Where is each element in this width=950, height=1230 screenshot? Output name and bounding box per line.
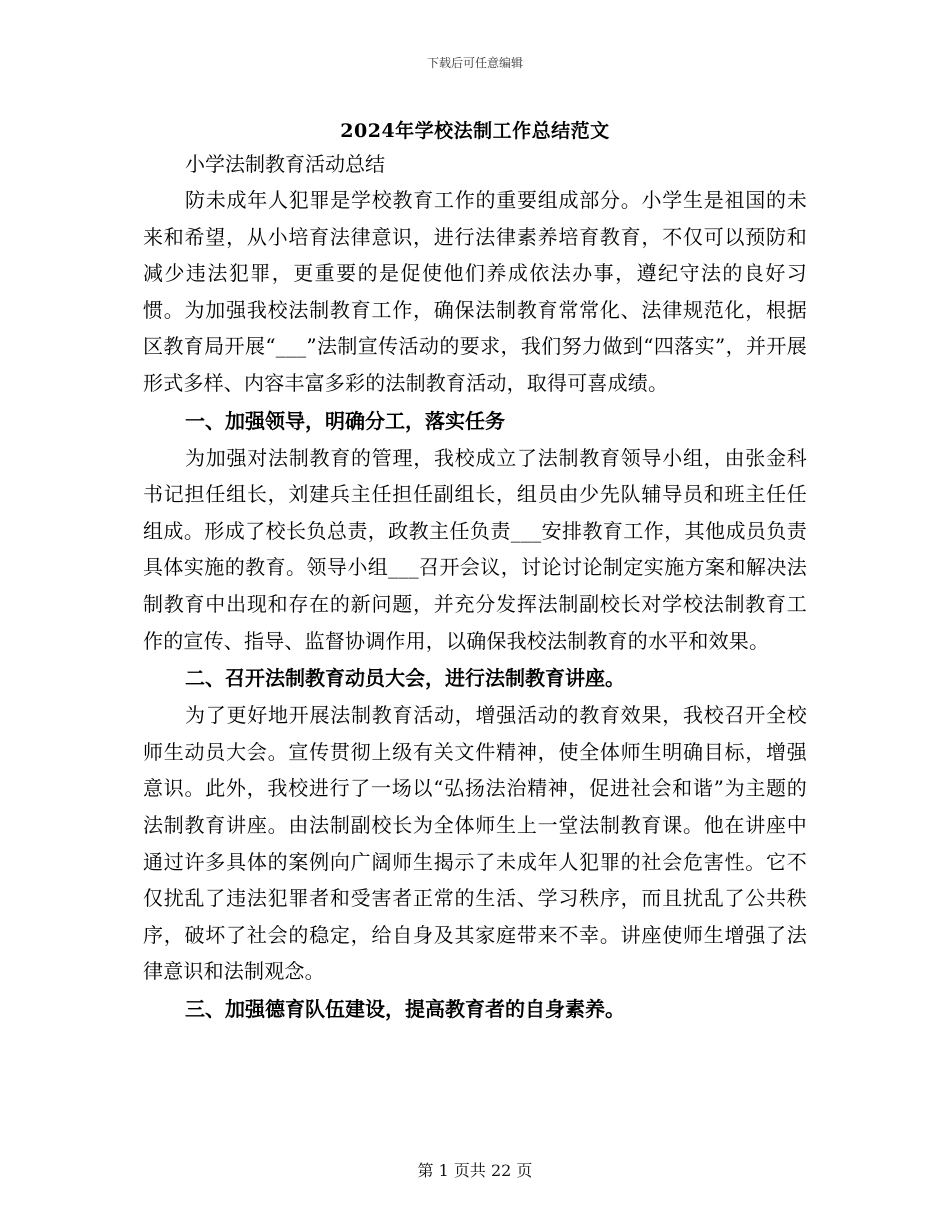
- section-paragraph-2: 为了更好地开展法制教育活动，增强活动的教育效果，我校召开全校师生动员大会。宣传贯彻上级有关文件精神，使全体师生明确目标，增强意识。此外，我校进行了一场以“弘扬法治精神，促进社会和谐”为主题的法制教育讲座。由法制副校长为全体师生上一堂法制教育课。他在讲座中通过许多具体的案例向广阔师生揭示了未成年人犯罪的社会危害性。它不仅扰乱了违法犯罪者和受害者正常的生活、学习秩序，而且扰乱了公共秩序，破坏了社会的稳定，给自身及其家庭带来不幸。讲座使师生增强了法律意识和法制观念。: [143, 703, 807, 984]
- document-subtitle: 小学法制教育活动总结: [185, 152, 385, 176]
- document-body: [143, 146, 807, 1028]
- section-heading-2: 二、召开法制教育动员大会，进行法制教育讲座。: [185, 666, 625, 691]
- section-heading-1: 一、加强领导，明确分工，落实任务: [185, 408, 505, 433]
- section-paragraph-1: 为加强对法制教育的管理，我校成立了法制教育领导小组，由张金科书记担任组长，刘建兵主任担任副组长，组员由少先队辅导员和班主任任组成。形成了校长负总责，政教主任负责___安排教育工作，其他成员负责具体实施的教育。领导小组___召开会议，讨论讨论制定实施方案和解决法制教育中出现和存在的新问题，并充分发挥法制副校长对学校法制教育工作的宣传、指导、监督协调作用，以确保我校法制教育的水平和效果。: [143, 445, 807, 653]
- intro-paragraph: 防未成年人犯罪是学校教育工作的重要组成部分。小学生是祖国的未来和希望，从小培育法律意识，进行法律素养培育教育，不仅可以预防和减少违法犯罪，更重要的是促使他们养成依法办事，遵纪守法的良好习惯。为加强我校法制教育工作，确保法制教育常常化、法律规范化，根据区教育局开展“___”法制宣传活动的要求，我们努力做到“四落实”，并开展形式多样、内容丰富多彩的法制教育活动，取得可喜成绩。: [143, 188, 807, 395]
- section-heading-3: 三、加强德育队伍建设，提高教育者的自身素养。: [185, 996, 625, 1021]
- header-note: 下载后可任意编辑: [426, 56, 523, 70]
- page-footer: 第 1 页共 22 页: [417, 1161, 533, 1180]
- document-title: 2024年学校法制工作总结范文: [340, 120, 610, 142]
